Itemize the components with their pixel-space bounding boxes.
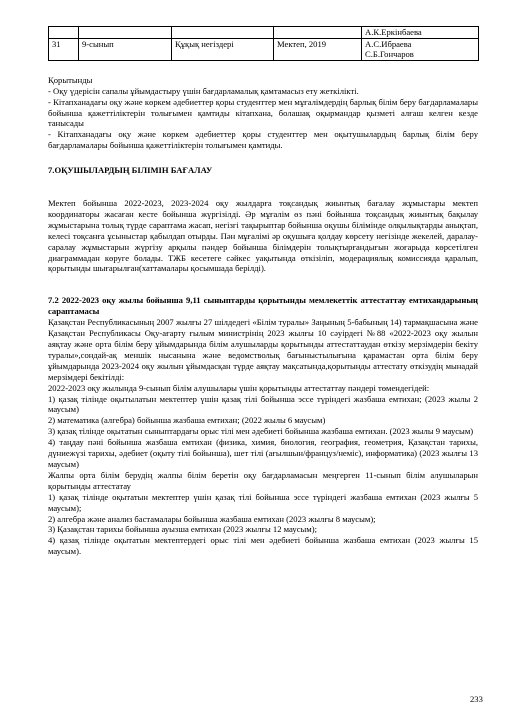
law-paragraph: Қазақстан Республикасының 2007 жылғы 27 шілдедегі «Білім туралы» Заңының 5-бабының 14) тармақшасына және Қазақстан Республикасы Оқу-ағарту ғылым министрінің 2023 жылғы 10 сәуірдегі №88 «2022-2023 оқу жылын аяқтау және орта білім беру ұйымдарында білім алушыларды қорытынды аттестаттаудан өткізу мерзімдерін бекіту туралы»,сондай-ақ меншік нысанына және ведомстволық бағыныстылығына қарамастан орта білім беру ұйымдарында 2023-2024 оқу жылын ұйымдасқан түрде аяқтау мақсатында,қорытынды аттестату өткізудің мынадай мерзімдері бекітілді: <box>48 317 478 382</box>
section-heading: 7.ОҚУШЫЛАРДЫҢ БІЛІМІН БАҒАЛАУ <box>48 165 213 176</box>
conclusion-title: Қорытынды <box>48 74 93 85</box>
table-cell <box>79 27 172 39</box>
table-cell-names <box>362 38 479 60</box>
conclusion-item: - Кітапханадағы оқу және көркем әдебиеттер қоры студенттер мен мұғалімдердің барлық білім беру бағдарламалары бойынша қажеттіліктерін толығымен қамтиды кітапхана, болашақ оқырмандар қызметі алғаш келген кезде танысады <box>48 96 478 129</box>
table-cell <box>49 27 79 39</box>
subsection-heading: 7.2 2022-2023 оқу жылы бойынша 9,11 сыныптарды қорытынды мемлекеттік аттестаттау емтихандарының сараптамасы <box>48 295 478 317</box>
page-number: 233 <box>470 694 483 704</box>
conclusion-item: - Кітапханадағы оқу және көркем әдебиеттер қоры студенттер мен оқытушылардың барлық білім беру бағдарламалары бойынша қажеттіліктерін толығымен қамтиды. <box>48 129 478 151</box>
grade11-exam-item: 3) Қазақстан тарихы бойынша ауызша емтихан (2023 жылғы 12 маусым); <box>48 524 317 535</box>
grade11-intro: Жалпы орта білім берудің жалпы білім беретін оқу бағдарламасын меңгерген 11-сынып білім алушыларын қорытынды аттестатау <box>48 469 478 491</box>
document-page <box>48 26 478 557</box>
assessment-paragraph: Мектеп бойынша 2022-2023, 2023-2024 оқу жылдарға тоқсандық жиынтық бағалау жұмыстары мектеп координаторы жасаған кесте бойынша жүргізілді. Әр мұғалім өз пәні бойынша тоқсандық жиынтық бақылау жұмыстарына толық түрде сараптама жасап, негізгі тақырыптар бойынша оқушы білімінде олқылықтарды анықтап, келесі тоқсанға ұсыныстар қабылдап отырды. Пән мұғалімі әр оқушыға қолдау көрсету негізінде жекелей, даралау-саралау жұмыстарын жүргізу арқылы пәндер бойынша білімдерін толықтырғандығын жоғарыда көрсетілген диаграммадан көруге болады. ТЖБ кесетеге сәйкес уақытында өткізіліп, модерациялық комиссияда қаралып, қорытынды шығарылған(хаттамалары қосымшада берілді). <box>48 198 478 274</box>
table-cell-subject: Құқық негіздері <box>172 38 274 60</box>
grade9-exam-item: 3) қазақ тілінде оқытатын сыныптардағы орыс тілі мен әдебиеті бойынша жазбаша емтихан. (2023 жылы 9 маусым) <box>48 426 474 437</box>
teacher-name: С.Б.Гончаров <box>365 49 414 60</box>
table-row <box>49 27 479 39</box>
table-cell: А.К.Еркінбаева <box>362 27 479 39</box>
conclusion-item: - Оқу үдерісін сапалы ұйымдастыру үшін бағдарламалық қамтамасыз ету жеткілікті. <box>48 85 359 96</box>
staff-table <box>48 26 479 61</box>
table-row <box>49 38 479 60</box>
grade9-intro: 2022-2023 оқу жылында 9-сынып білім алушылары үшін қорытынды аттестаттау пәндері төмендегідей: <box>48 382 430 393</box>
grade11-exam-item: 2) алгебра және анализ бастамалары бойынша жазбаша емтихан (2023 жылғы 8 маусым); <box>48 513 376 524</box>
teacher-name: А.С.Ибраева <box>365 38 412 49</box>
table-cell <box>274 27 362 39</box>
table-cell <box>172 27 274 39</box>
grade9-exam-item: 1) қазақ тілінде оқытылатын мектептер үшін қазақ тілі бойынша эссе түріндегі жазбаша емтихан; (2023 жылы 2 маусым) <box>48 393 478 415</box>
table-cell-place: Мектеп, 2019 <box>274 38 362 60</box>
grade9-exam-item: 4) таңдау пәні бойынша жазбаша емтихан (физика, химия, биология, география, геометрия, Қазақстан тарихы, дүниежүзі тарихы, әдебиет (оқыту тілі бойынша), шет тілі (ағылшын/француз/неміс), информатика) (2023 жылғы 13 маусым) <box>48 437 478 469</box>
grade9-exam-item: 2) математика (алгебра) бойынша жазбаша емтихан; (2022 жылы 6 маусым) <box>48 415 326 426</box>
grade11-exam-item: 4) қазақ тілінде оқытатын мектептердегі орыс тілі мен әдебиеті бойынша жазбаша емтихан (2023 жылғы 15 маусым). <box>48 535 478 557</box>
grade11-exam-item: 1) қазақ тілінде оқытатын мектептер үшін қазақ тілі бойынша эссе түріндегі жазбаша емтихан (2023 жылғы 5 маусым); <box>48 491 478 513</box>
table-cell-grade: 9-сынып <box>79 38 172 60</box>
table-cell-number: 31 <box>49 38 79 60</box>
